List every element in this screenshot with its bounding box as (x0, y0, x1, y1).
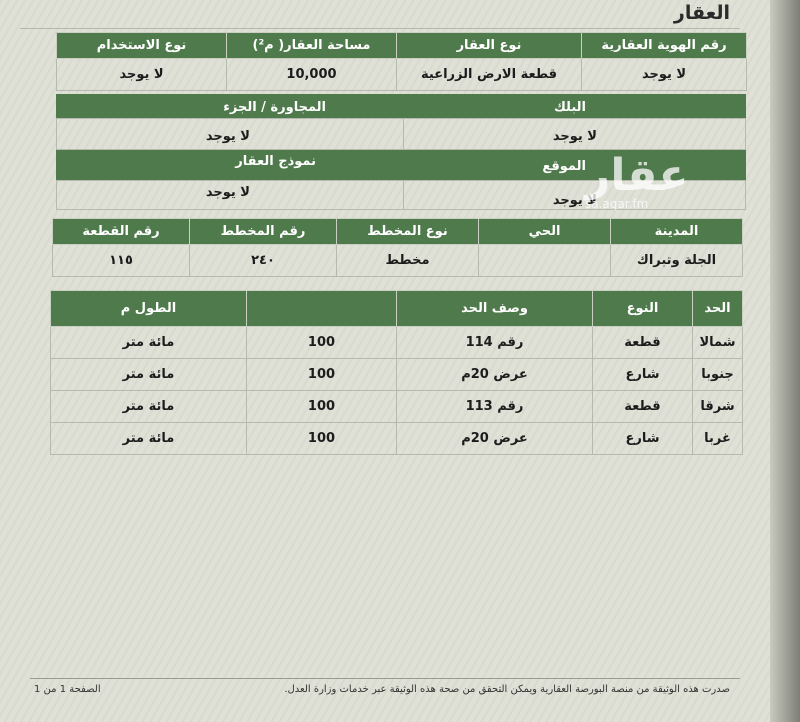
value-area: 10,000 (227, 59, 397, 91)
value-property-model: لا يوجد (205, 185, 250, 200)
boundary-direction: جنوبا (693, 359, 743, 391)
value-district (479, 245, 611, 277)
boundary-length-number: 100 (247, 327, 397, 359)
boundary-length-number: 100 (247, 391, 397, 423)
value-neighborhood: لا يوجد (205, 129, 250, 144)
value-plan-type: مخطط (337, 245, 479, 277)
header-district: الحي (479, 219, 611, 245)
boundary-length-number: 100 (247, 423, 397, 455)
property-table-row4 (52, 218, 743, 277)
boundary-length-text: مائة متر (51, 391, 247, 423)
boundary-description: رقم 113 (397, 391, 593, 423)
boundary-length-text: مائة متر (51, 359, 247, 391)
table-row (51, 359, 743, 391)
boundary-length-text: مائة متر (51, 327, 247, 359)
boundary-type: قطعة (593, 391, 693, 423)
row3-divider (403, 181, 404, 209)
boundary-direction: غربا (693, 423, 743, 455)
header-neighborhood: المجاورة / الجزء (223, 100, 326, 115)
value-block: لا يوجد (552, 129, 597, 144)
boundary-type: شارع (593, 359, 693, 391)
boundary-length-number: 100 (247, 359, 397, 391)
header-usage-type: نوع الاستخدام (57, 33, 227, 59)
footer-note: صدرت هذه الوثيقة من منصة البورصة العقارية ويمكن التحقق من صحة هذه الوثيقة عبر خدمات وزارة العدل. (284, 684, 730, 695)
value-plot-number: ١١٥ (53, 245, 190, 277)
header-property-type: نوع العقار (397, 33, 582, 59)
band-block-neighborhood (56, 94, 746, 118)
header-boundary: الحد (693, 291, 743, 327)
row-block-neighborhood (56, 118, 746, 150)
top-divider (20, 28, 740, 29)
header-city: المدينة (611, 219, 743, 245)
header-property-id: رقم الهوية العقارية (582, 33, 747, 59)
aqar-url: sa.aqar.fm (585, 197, 649, 211)
table-row (51, 327, 743, 359)
value-property-type: قطعة الارض الزراعية (397, 59, 582, 91)
header-area: مساحة العقار( م²) (227, 33, 397, 59)
header-boundary-description: وصف الحد (397, 291, 593, 327)
boundary-description: رقم 114 (397, 327, 593, 359)
table-row (51, 391, 743, 423)
boundary-type: شارع (593, 423, 693, 455)
header-length: الطول م (51, 291, 247, 327)
boundary-direction: شرقا (693, 391, 743, 423)
section-title: العقار (673, 2, 730, 24)
header-plot-number: رقم القطعة (53, 219, 190, 245)
aqar-watermark (585, 150, 689, 211)
value-plan-number: ٢٤٠ (190, 245, 337, 277)
boundary-length-text: مائة متر (51, 423, 247, 455)
header-boundary-blank (247, 291, 397, 327)
page-edge-shadow (770, 0, 800, 722)
footer-divider (30, 678, 740, 679)
value-city: الجلة وتبراك (611, 245, 743, 277)
value-usage-type: لا يوجد (57, 59, 227, 91)
boundary-type: قطعة (593, 327, 693, 359)
boundary-description: عرض 20م (397, 423, 593, 455)
header-boundary-type: النوع (593, 291, 693, 327)
aqar-logo: عقار (585, 150, 689, 201)
row2-divider (403, 119, 404, 149)
property-table-row1 (56, 32, 747, 91)
header-location: الموقع (542, 159, 586, 174)
header-block: البلك (553, 100, 586, 115)
header-plan-number: رقم المخطط (190, 219, 337, 245)
table-row (51, 423, 743, 455)
boundary-direction: شمالا (693, 327, 743, 359)
value-location: لا يوجد (552, 193, 597, 208)
header-property-model: نموذج العقار (235, 154, 316, 169)
boundary-description: عرض 20م (397, 359, 593, 391)
header-plan-type: نوع المخطط (337, 219, 479, 245)
value-property-id: لا يوجد (582, 59, 747, 91)
page-number: الصفحة 1 من 1 (34, 684, 101, 695)
boundaries-table (50, 290, 743, 455)
